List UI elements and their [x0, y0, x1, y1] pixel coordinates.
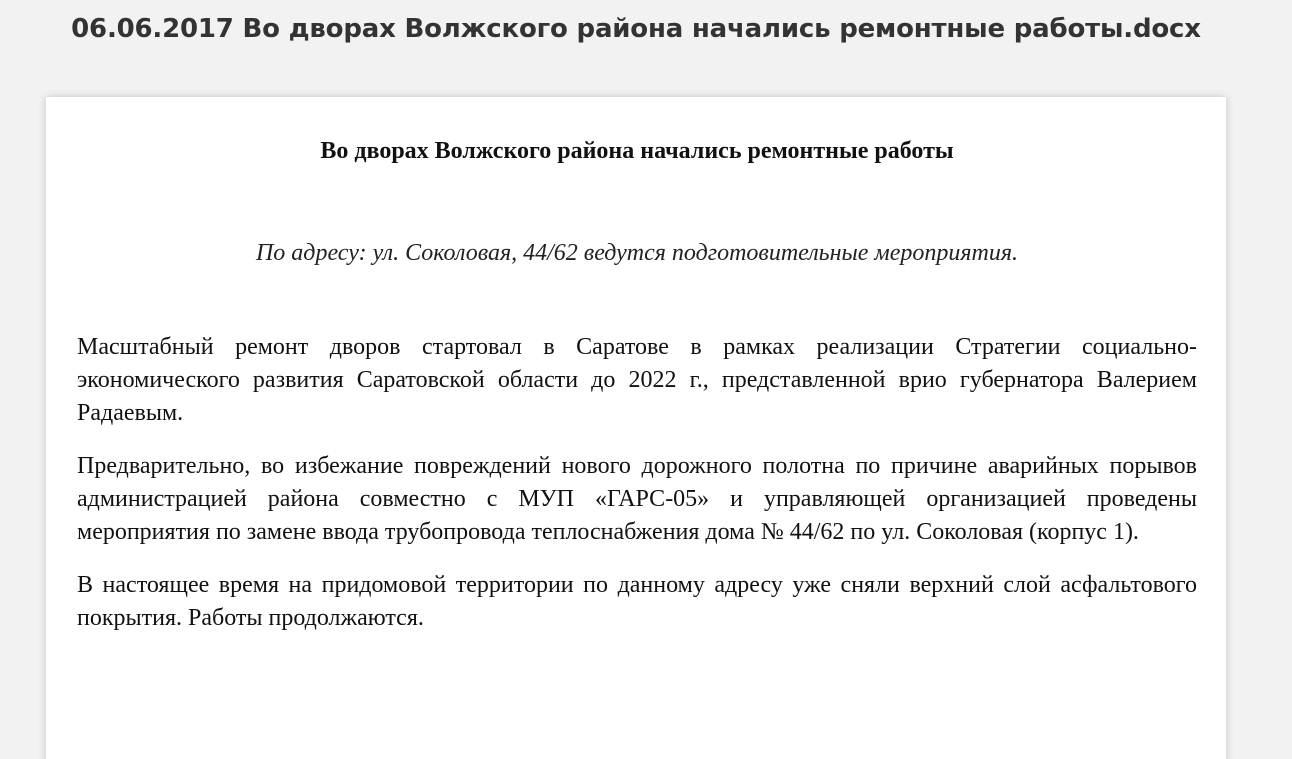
- document-paragraph: Масштабный ремонт дворов стартовал в Саратове в рамках реализации Стратегии социально-экономического развития Саратовской области до 2022 г., представленной врио губернатора Валерием Радаевым.: [77, 334, 1197, 426]
- document-lead: По адресу: ул. Соколовая, 44/62 ведутся подготовительные мероприятия.: [255, 240, 1019, 266]
- document-body: [77, 331, 1197, 635]
- file-title: 06.06.2017 Во дворах Волжского района начались ремонтные работы.docx: [71, 14, 1201, 44]
- document-page[interactable]: [46, 97, 1226, 759]
- document-content: [77, 135, 1197, 655]
- document-paragraph: В настоящее время на придомовой территории по данному адресу уже сняли верхний слой асфальтового покрытия. Работы продолжаются.: [77, 572, 1197, 631]
- document-paragraph: Предварительно, во избежание повреждений нового дорожного полотна по причине аварийных порывов администрацией района совместно с МУП «ГАРС-05» и управляющей организацией проведены мероприятия по замене ввода трубопровода теплоснабжения дома № 44/62 по ул. Соколовая (корпус 1).: [77, 453, 1197, 545]
- document-heading: Во дворах Волжского района начались ремонтные работы: [320, 138, 954, 164]
